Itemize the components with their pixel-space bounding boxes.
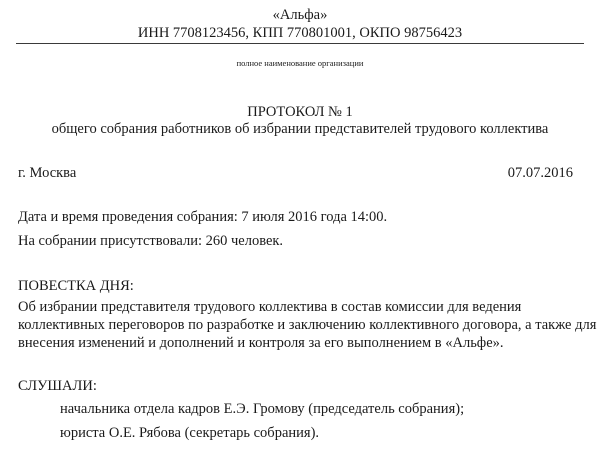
document-date: 07.07.2016 [507,165,573,181]
organization-underline [16,43,584,44]
city: г. Москва [18,165,77,181]
agenda-line: внесения изменений и дополнений и контроля за его выполнением в «Альфе». [18,335,504,351]
organization-caption: полное наименование организации [236,58,364,68]
document-subtitle: общего собрания работников об избрании представителей трудового коллектива [51,121,549,137]
heard-item: начальника отдела кадров Е.Э. Громову (председатель собрания); [60,401,465,417]
heard-item: юриста О.Е. Рябова (секретарь собрания). [60,425,320,441]
heard-heading: СЛУШАЛИ: [18,378,97,394]
agenda-line: коллективных переговоров по разработке и заключению коллективного договора, а также для [18,317,597,333]
organization-name: «Альфа» [272,7,328,23]
meeting-attendance: На собрании присутствовали: 260 человек. [18,233,284,249]
agenda-heading: ПОВЕСТКА ДНЯ: [18,278,134,294]
agenda-line: Об избрании представителя трудового коллектива в состав комиссии для ведения [18,299,522,315]
organization-codes: ИНН 7708123456, КПП 770801001, ОКПО 98756423 [137,25,463,41]
document-title: ПРОТОКОЛ № 1 [247,104,353,120]
meeting-datetime: Дата и время проведения собрания: 7 июля 2016 года 14:00. [18,209,388,225]
